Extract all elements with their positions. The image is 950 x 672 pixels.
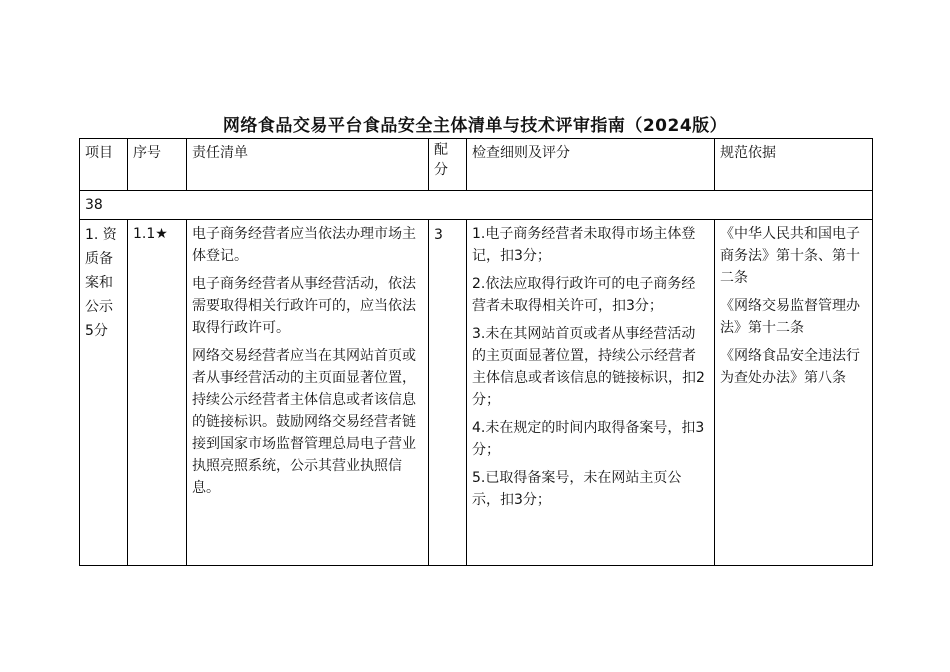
table-row xyxy=(80,220,873,566)
header-basis: 规范依据 xyxy=(715,139,873,191)
header-row xyxy=(80,139,873,191)
check-rule: 3.未在其网站首页或者从事经营活动的主页面显著位置，持续公示经营者主体信息或者该信息的链接标识，扣2分； xyxy=(472,326,705,408)
section-row xyxy=(80,191,873,220)
item-line: 质备 xyxy=(85,251,113,267)
item-line: 1. 资 xyxy=(85,227,117,243)
header-item: 项目 xyxy=(80,139,128,191)
responsibility-paragraph: 电子商务经营者从事经营活动，依法需要取得相关行政许可的，应当依法取得行政许可。 xyxy=(192,276,416,336)
item-line: 案和 xyxy=(85,275,113,291)
score-cell: 3 xyxy=(429,220,467,566)
check-rules-cell xyxy=(467,220,715,566)
header-score: 配分 xyxy=(429,139,467,191)
responsibility-paragraph: 电子商务经营者应当依法办理市场主体登记。 xyxy=(192,226,416,264)
header-responsibility: 责任清单 xyxy=(187,139,429,191)
basis-cell xyxy=(715,220,873,566)
check-rule: 1.电子商务经营者未取得市场主体登记，扣3分； xyxy=(472,226,696,264)
basis-paragraph: 《网络食品安全违法行为查处办法》第八条 xyxy=(720,348,860,386)
header-seq: 序号 xyxy=(128,139,187,191)
section-number: 38 xyxy=(80,191,873,220)
basis-paragraph: 《网络交易监督管理办法》第十二条 xyxy=(720,298,860,336)
guideline-table xyxy=(79,138,873,566)
check-rule: 2.依法应取得行政许可的电子商务经营者未取得相关许可，扣3分； xyxy=(472,276,696,314)
document-title: 网络食品交易平台食品安全主体清单与技术评审指南（2024版） xyxy=(222,116,728,136)
check-rule: 5.已取得备案号，未在网站主页公示，扣3分； xyxy=(472,470,682,508)
check-rule: 4.未在规定的时间内取得备案号，扣3分； xyxy=(472,420,705,458)
basis-paragraph: 《中华人民共和国电子商务法》第十条、第十二条 xyxy=(720,226,860,286)
seq-cell: 1.1★ xyxy=(128,220,187,566)
responsibility-paragraph: 网络交易经营者应当在其网站首页或者从事经营活动的主页面显著位置，持续公示经营者主体信息或者该信息的链接标识。鼓励网络交易经营者链接到国家市场监督管理总局电子营业执照亮照系统，公示其营业执照信息。 xyxy=(192,348,416,496)
item-line: 5分 xyxy=(85,323,108,339)
responsibility-cell xyxy=(187,220,429,566)
item-line: 公示 xyxy=(85,299,113,315)
item-cell xyxy=(80,220,128,566)
header-check-rules: 检查细则及评分 xyxy=(467,139,715,191)
